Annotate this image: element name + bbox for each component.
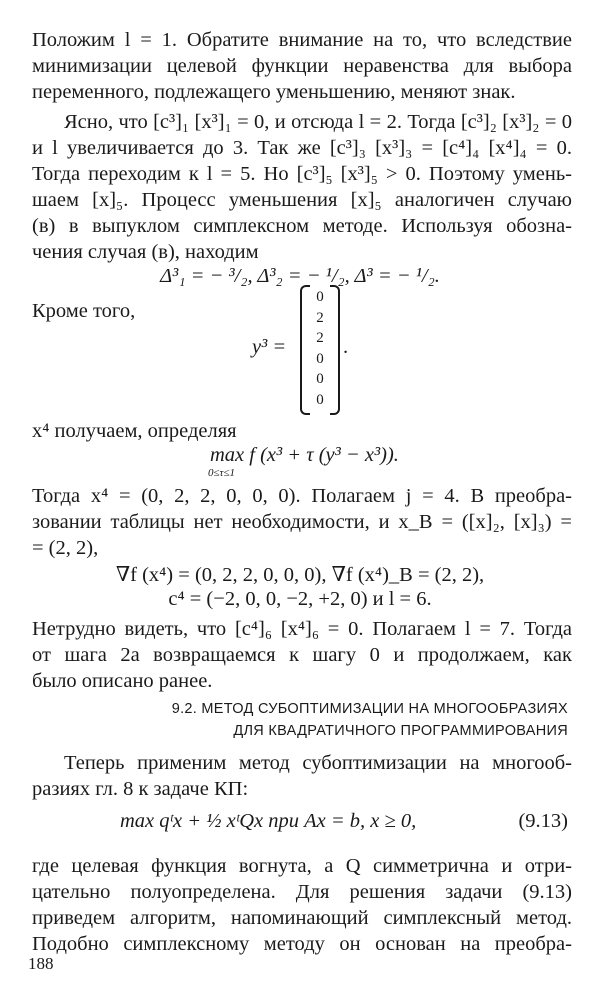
y-vector-cell-1: 0: [316, 289, 324, 305]
paragraph-2-line-6: чения случая (в), находим: [32, 241, 259, 263]
paragraph-1-line-1: Положим l = 1. Обратите внимание на то, что вследствие: [32, 29, 572, 51]
y-vector-matrix: [300, 285, 340, 413]
paragraph-6-line-2: цательно полуопределена. Для решения задачи (9.13): [32, 881, 572, 903]
y-vector-cell-2: 2: [316, 309, 324, 326]
y-vector-end: .: [343, 336, 349, 358]
y-vector-cell-6: 0: [316, 391, 324, 408]
paragraph-4-line-2: от шага 2а возвращаемся к шагу 0 и продолжаем, как: [32, 644, 572, 666]
y-vector-cell-4: 0: [316, 350, 324, 367]
paragraph-3-line-3: = (2, 2),: [32, 537, 99, 559]
y-vector-cell-3: 2: [316, 330, 324, 346]
paragraph-2-line-3: Тогда переходим к l = 5. Но [c³]₅ [x³]₅ > 0. Поэтому умень-: [32, 163, 572, 185]
paragraph-4-line-3: было описано ранее.: [32, 670, 213, 692]
paragraph-3-line-1: Тогда x⁴ = (0, 2, 2, 0, 0, 0). Полагаем j = 4. В преобра-: [32, 485, 572, 507]
paragraph-2-line-2: и l увеличивается до 3. Так же [c³]₃ [x³]₃ = [c⁴]₄ [x⁴]₄ = 0.: [32, 137, 572, 159]
paragraph-1-line-3: переменного, подлежащего уменьшению, меняют знак.: [32, 81, 516, 103]
equation-max: max f (x³ + τ (y³ − x³)).: [210, 444, 399, 466]
equation-max-subscript: 0≤τ≤1: [208, 467, 236, 479]
paragraph-3-line-2: зовании таблицы нет необходимости, и x_B = ([x]₂, [x]₃) =: [32, 511, 572, 533]
section-heading-line-1: 9.2. МЕТОД СУБОПТИМИЗАЦИИ НА МНОГООБРАЗИЯХ: [171, 701, 568, 717]
y-vector-label: y³ =: [252, 336, 287, 358]
section-heading-line-2: ДЛЯ КВАДРАТИЧНОГО ПРОГРАММИРОВАНИЯ: [233, 723, 568, 739]
paragraph-5-line-1: Теперь применим метод субоптимизации на многооб-: [64, 752, 572, 774]
x4-line: x⁴ получаем, определяя: [32, 420, 237, 442]
y-vector-cell-5: 0: [316, 371, 324, 387]
paragraph-6-line-3: приведем алгоритм, напоминающий симплексный метод.: [32, 907, 572, 929]
equation-delta: Δ³₁ = − ³/₂, Δ³₂ = − ¹/₂, Δ³ = − ¹/₂.: [160, 265, 440, 287]
paragraph-4-line-1: Нетрудно видеть, что [c⁴]₆ [x⁴]₆ = 0. Полагаем l = 7. Тогда: [32, 618, 572, 640]
kromе-togo-text: Кроме того,: [32, 300, 136, 322]
paragraph-2-line-5: (в) в выпуклом симплексном методе. Используя обозна-: [32, 215, 572, 237]
paragraph-6-line-4: Подобно симплексному методу он основан на преобра-: [32, 933, 572, 955]
page-number: 188: [28, 954, 54, 973]
equation-qp-number: (9.13): [518, 810, 568, 832]
paragraph-5-line-2: разиях гл. 8 к задаче КП:: [32, 778, 249, 800]
paragraph-2-line-4: шаем [x]₅. Процесс уменьшения [x]₅ аналогичен случаю: [32, 189, 572, 211]
paragraph-2-line-1: Ясно, что [c³]₁ [x³]₁ = 0, и отсюда l = 2. Тогда [c³]₂ [x³]₂ = 0: [64, 111, 572, 133]
equation-grad-2: c⁴ = (−2, 0, 0, −2, +2, 0) и l = 6.: [168, 588, 432, 610]
paragraph-1-line-2: минимизации целевой функции неравенства для выбора: [32, 55, 572, 77]
equation-grad-1: ∇f (x⁴) = (0, 2, 2, 0, 0, 0), ∇f (x⁴)_B = (2, 2),: [115, 564, 485, 586]
paragraph-6-line-1: где целевая функция вогнута, а Q симметрична и отри-: [32, 855, 572, 877]
equation-qp: max qᵗx + ½ xᵗQx при Ax = b, x ≥ 0,: [120, 810, 417, 832]
